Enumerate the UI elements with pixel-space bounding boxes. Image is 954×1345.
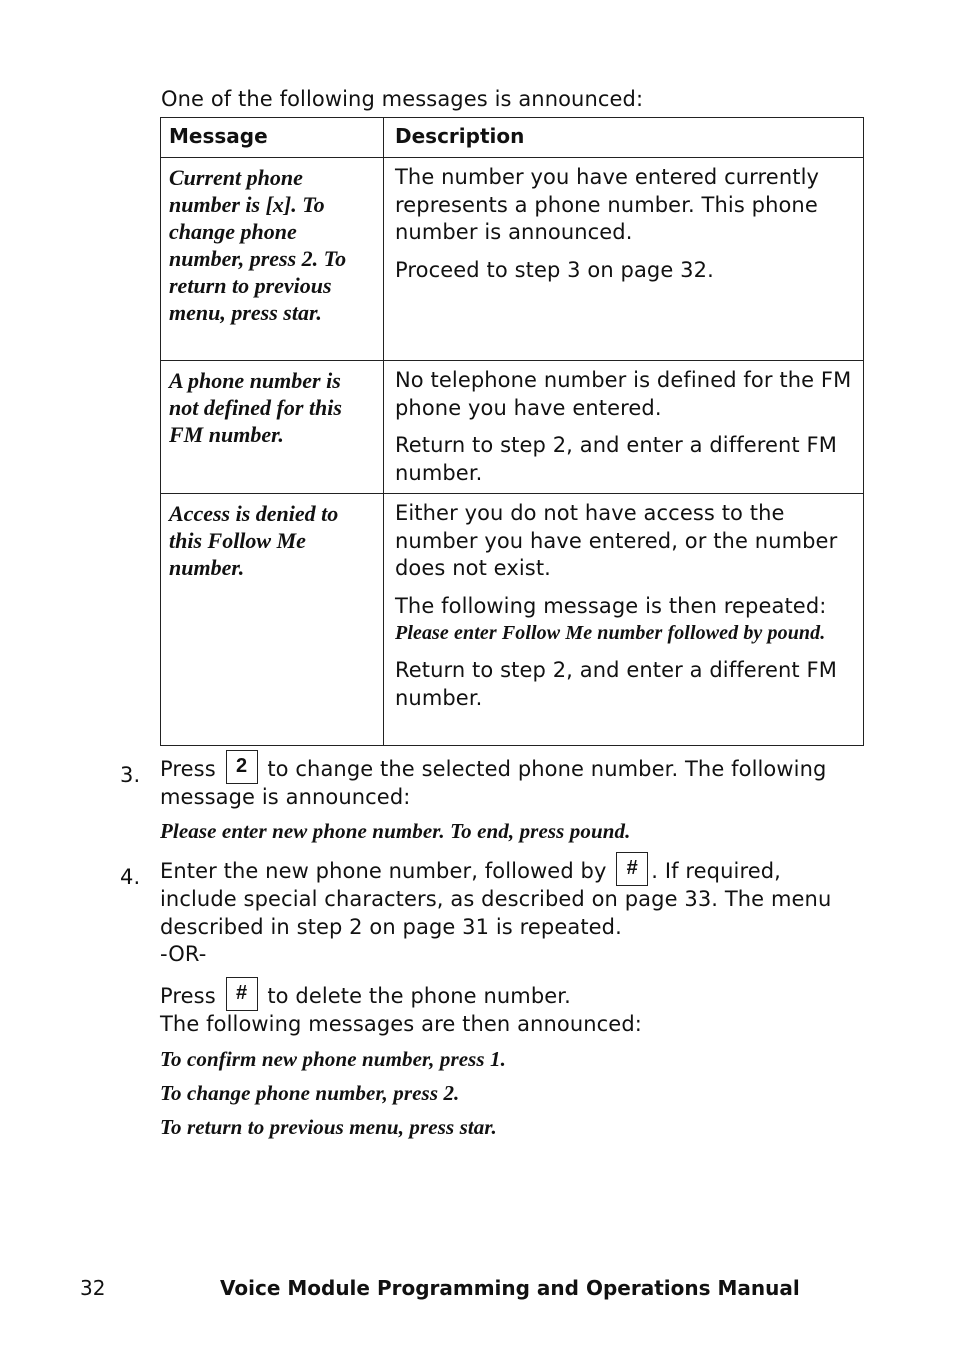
description-cell — [384, 494, 864, 746]
message-cell: Access is denied to this Follow Me number. — [161, 494, 384, 746]
description-text: The number you have entered currently represents a phone number. This phone number is announced. — [395, 165, 820, 244]
announcement: To return to previous menu, press star. — [160, 1115, 497, 1139]
table-row — [161, 158, 864, 361]
description-text: Proceed to step 3 on page 32. — [395, 257, 714, 282]
footer-title: Voice Module Programming and Operations Manual — [220, 1276, 800, 1300]
message-cell: A phone number is not defined for this FM number. — [161, 361, 384, 494]
key-2-icon: 2 — [226, 750, 258, 784]
page-number: 32 — [80, 1276, 106, 1300]
step-number: 4. — [120, 865, 141, 889]
table-row — [161, 361, 864, 494]
step-text: to change the selected phone number. The following message is announced: — [160, 757, 827, 809]
announcement: To confirm new phone number, press 1. — [160, 1047, 506, 1071]
description-text: The following message is then repeated: — [395, 593, 827, 618]
step-text: to delete the phone number. — [267, 983, 571, 1008]
step-text: Enter the new phone number, followed by — [160, 859, 607, 883]
description-text: Return to step 2, and enter a different FM number. — [395, 433, 837, 485]
key-pound-icon: # — [226, 977, 258, 1011]
step-number: 3. — [120, 763, 141, 787]
intro-text: One of the following messages is announced: — [161, 87, 644, 111]
description-message: Please enter Follow Me number followed by pound. — [395, 622, 826, 644]
step-text: Press — [160, 757, 216, 781]
or-separator: -OR- — [160, 942, 207, 966]
description-text: Either you do not have access to the number you have entered, or the number does not exist. — [395, 501, 838, 580]
step-4-body — [160, 852, 860, 1141]
announcement: To change phone number, press 2. — [160, 1081, 460, 1105]
messages-table — [160, 117, 864, 746]
header-description: Description — [384, 118, 864, 158]
step-text: . If required, include special characters, as described on page 33. The menu described in step 2 on page 31 is repeated. — [160, 859, 832, 939]
description-cell — [384, 158, 864, 361]
table-row — [161, 494, 864, 746]
description-text: Return to step 2, and enter a different FM number. — [395, 658, 837, 710]
key-pound-icon: # — [616, 852, 648, 886]
step-3-body — [160, 750, 860, 845]
step-text: The following messages are then announced: — [160, 1011, 642, 1036]
step-text: Press — [160, 983, 216, 1008]
description-cell — [384, 361, 864, 494]
announcement: Please enter new phone number. To end, press pound. — [160, 818, 631, 843]
header-message: Message — [161, 118, 384, 158]
table-header-row — [161, 118, 864, 158]
message-cell: Current phone number is [x]. To change phone number, press 2. To return to previous menu, press star. — [161, 158, 384, 361]
description-text: No telephone number is defined for the FM phone you have entered. — [395, 368, 852, 420]
